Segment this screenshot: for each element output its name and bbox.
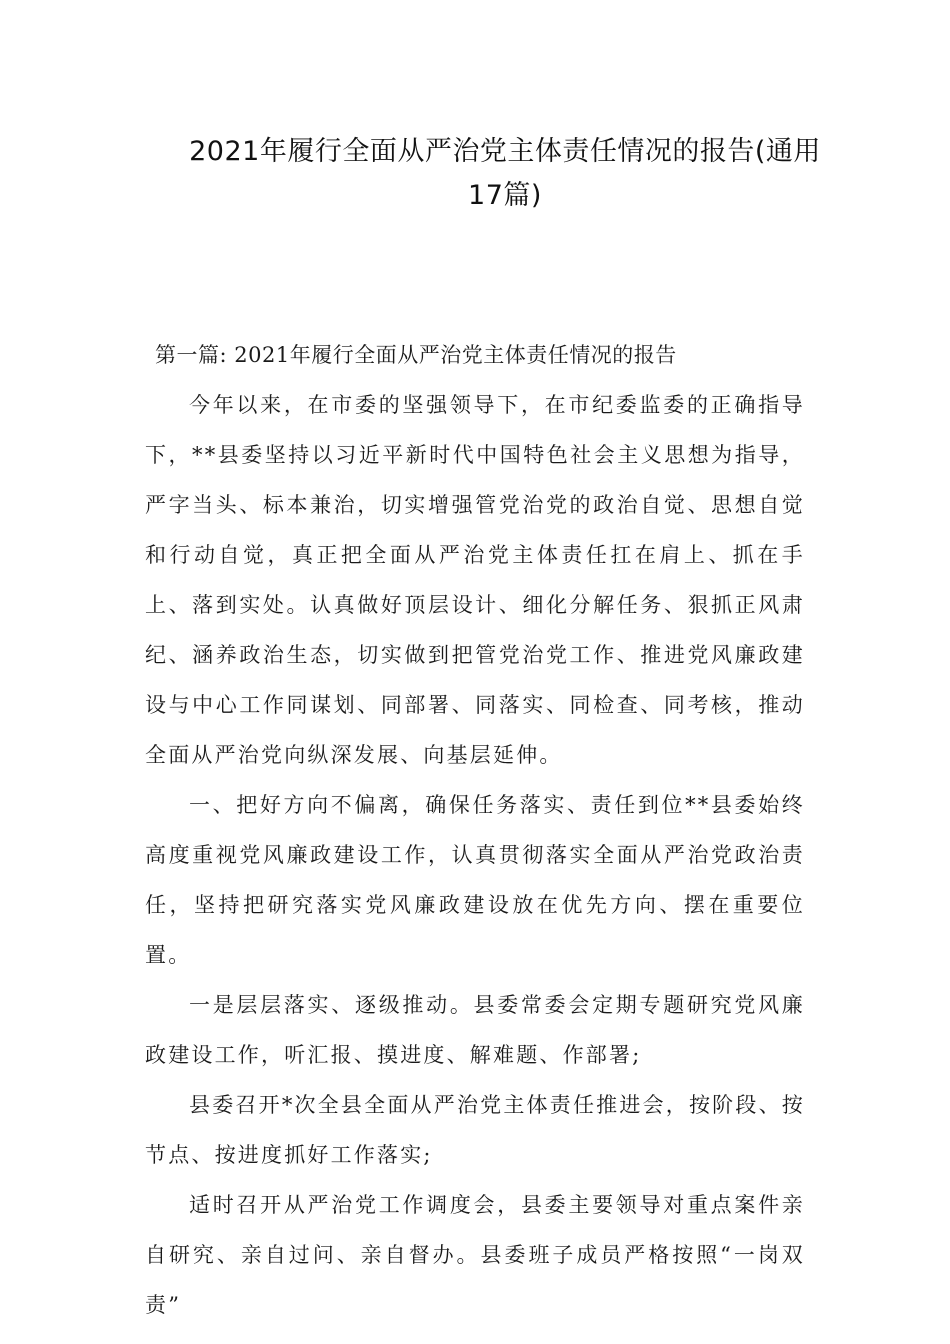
document-body [145,330,805,1330]
paragraph-meeting: 县委召开*次全县全面从严治党主体责任推进会，按阶段、按节点、按进度抓好工作落实; [145,1093,805,1167]
section-heading: 第一篇: 2021年履行全面从严治党主体责任情况的报告 [155,343,677,367]
paragraph-dispatch: 适时召开从严治党工作调度会，县委主要领导对重点案件亲自研究、亲自过问、亲自督办。县委班子成员严格按照“一岗双责” [145,1193,805,1317]
paragraph-section-one: 一、把好方向不偏离，确保任务落实、责任到位**县委始终高度重视党风廉政建设工作，认真贯彻落实全面从严治党政治责任，坚持把研究落实党风廉政建设放在优先方向、摆在重要位置。 [145,793,805,967]
title-line-1: 2021年履行全面从严治党主体责任情况的报告(通用 [189,136,821,167]
title-line-2: 17篇) [468,180,542,211]
paragraph-intro: 今年以来，在市委的坚强领导下，在市纪委监委的正确指导下，**县委坚持以习近平新时代中国特色社会主义思想为指导，严字当头、标本兼治，切实增强管党治党的政治自觉、思想自觉和行动自觉，真正把全面从严治党主体责任扛在肩上、抓在手上、落到实处。认真做好顶层设计、细化分解任务、狠抓正风肃纪、涵养政治生态，切实做到把管党治党工作、推进党风廉政建设与中心工作同谋划、同部署、同落实、同检查、同考核，推动全面从严治党向纵深发展、向基层延伸。 [145,393,805,767]
paragraph-point-one: 一是层层落实、逐级推动。县委常委会定期专题研究党风廉政建设工作，听汇报、摸进度、解难题、作部署; [145,993,805,1067]
document-title [145,130,865,218]
